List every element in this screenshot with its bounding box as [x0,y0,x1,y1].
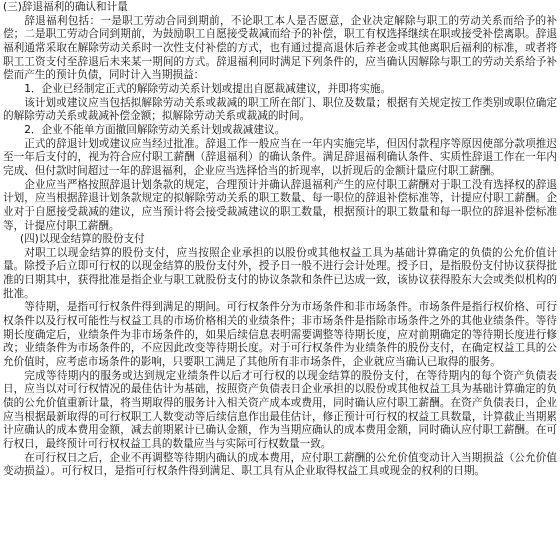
paragraph-dismissal-benefits-definition: 辞退福利包括：一是职工劳动合同到期前，不论职工本人是否愿意，企业决定解除与职工的劳动关系而给予的补偿；二是职工劳动合同到期前，为鼓励职工自愿接受裁减而给予的补偿，职工有权选择继续在职或接受补偿离职。辞退福利通常采取在解除劳动关系时一次性支付补偿的方式，也有通过提高退休后养老金或其他离职后福利的标准，或者将职工工资支付至辞退后未来某一期间的方式。辞退福利同时满足下列条件的，应当确认因解除与职工的劳动关系给予补偿而产生的预计负债，同时计入当期损益： [3,14,557,82]
paragraph-plan-approval: 正式的辞退计划或建议应当经过批准。辞退工作一般应当在一年内实施完毕，但因付款程序等原因使部分款项推迟至一年后支付的，视为符合应付职工薪酬（辞退福利）的确认条件。满足辞退福利确认条件、实质性辞退工作在一年内完成、但付款时间超过一年的辞退福利，企业应当选择恰当的折现率，以折现后的金额计量应付职工薪酬。 [3,137,557,177]
section-heading-dismissal-benefits: (三)辞退福利的确认和计量 [3,1,128,13]
condition-item-2: 2．企业不能单方面撤回解除劳动关系计划或裁减建议。 [24,123,286,136]
paragraph-plan-contents: 该计划或建议应当包括拟解除劳动关系或裁减的职工所在部门、职位及数量；根据有关规定按工作类别或职位确定的解除劳动关系或裁减补偿金额；拟解除劳动关系或裁减的时间。 [3,96,557,123]
paragraph-plan-measurement: 企业应当严格按照辞退计划条款的规定，合理预计并确认辞退福利产生的应付职工薪酬对于职工没有选择权的辞退计划，应当根据辞退计划条款规定的拟解除劳动关系的职工数量、每一职位的辞退补偿标准等，计提应付职工薪酬。企业对于自愿接受裁减的建议，应当预计将会接受裁减建议的职工数量，根据预计的职工数量和每一职位的辞退补偿标准等，计提应付职工薪酬。 [3,178,557,232]
condition-item-1: 1．企业已经制定正式的解除劳动关系计划或提出自愿裁减建议，并即将实施。 [24,82,392,95]
paragraph-after-vesting-date: 在可行权日之后，企业不再调整等待期内确认的成本费用，应付职工薪酬的公允价值变动计入当期损益（公允价值变动损益）。可行权日，是指可行权条件得到满足、职工具有从企业取得权益工具或现金的权利的日期。 [3,451,557,478]
paragraph-vesting-measurement: 完成等待期内的服务或达到规定业绩条件以后才可行权的以现金结算的股份支付，在等待期内的每个资产负债表日，应当以对可行权情况的最佳估计为基础，按照资产负债表日企业承担的以股份或其他权益工具为基础计算确定的负债的公允价值重新计量，将当期取得的服务计入相关资产成本或费用，同时确认应付职工薪酬。在资产负债表日，企业应当根据最新取得的可行权职工人数变动等后续信息作出最佳估计，修正预计可行权的权益工具数量，计算截止当期累计应确认的成本费用金额，减去前期累计已确认金额，作为当期应确认的成本费用金额，同时确认应付职工薪酬。在可行权日，最终预计可行权权益工具的数量应当与实际可行权数量一致。 [3,369,557,450]
paragraph-vesting-period: 等待期，是指可行权条件得到满足的期间。可行权条件分为市场条件和非市场条件。市场条件是指行权价格、可行权条件以及行权可能性与权益工具的市场价格相关的业绩条件；非市场条件是指除市场条件之外的其他业绩条件。等待期长度确定后，业绩条件为非市场条件的，如果后续信息表明需要调整等待期长度，应对前期确定的等待期长度进行修改；业绩条件为市场条件的，不应因此改变等待期长度。对于可行权条件为业绩条件的股份支付，在确定权益工具的公允价值时，应考虑市场条件的影响，只要职工满足了其他所有非市场条件，企业就应当确认已取得的服务。 [3,301,557,369]
section-heading-cash-settled-share-payment: (四)以现金结算的股份支付 [19,233,145,246]
paragraph-grant-date: 对职工以现金结算的股份支付，应当按照企业承担的以股份或其他权益工具为基础计算确定的负债的公允价值计量。除授予后立即可行权的以现金结算的股份支付外，授予日一般不进行会计处理。授予日，是指股份支付协议获得批准的日期其中，获得批准是指企业与职工就股份支付的协议条款和条件已达成一致，该协议获得股东大会或类似机构的批准。 [3,246,557,300]
